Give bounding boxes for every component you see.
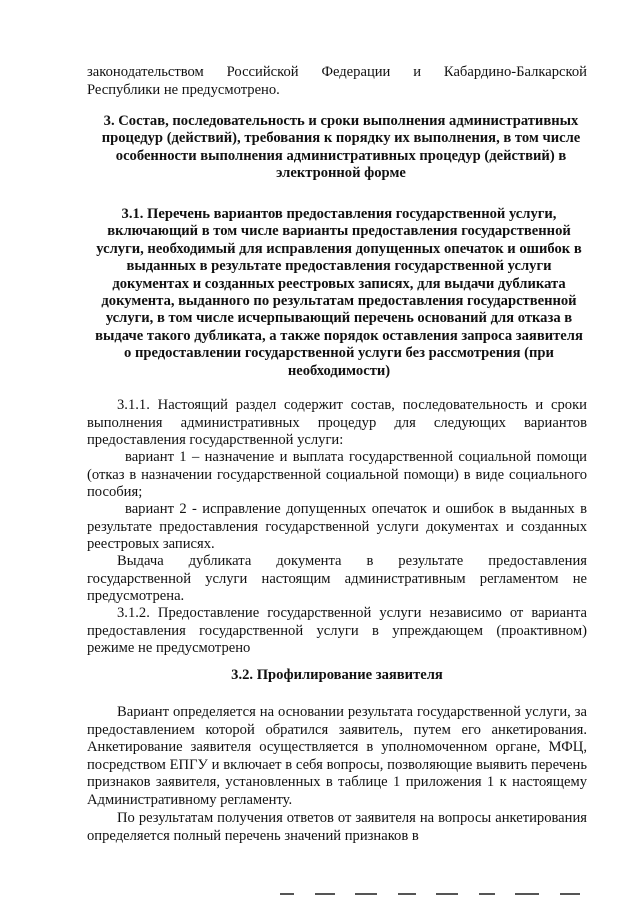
intro-line-2: Республики не предусмотрено.	[87, 82, 280, 98]
section-3-2-heading: 3.2. Профилирование заявителя	[231, 667, 443, 683]
profiling-paragraph-1: Вариант определяется на основании результата государственной услуги, за предоставлением которой обратился заявитель, путем его анкетирования. Анкетирование заявителя осуществляется в уполномоченном органе, МФЦ, посредством ЕПГУ и включает в себя вопросы, позволяющие выявить перечень признаков заявителя, установленных в таблице 1 приложения 1 к настоящему Административному регламенту.	[87, 704, 587, 808]
footer-scan-marks	[280, 893, 580, 896]
paragraph-3-1-2: 3.1.2. Предоставление государственной услуги независимо от варианта предоставления государственной услуги в упреждающем (проактивном) режиме не предусмотрено	[87, 605, 587, 657]
paragraph-3-1-1: 3.1.1. Настоящий раздел содержит состав, последовательность и сроки выполнения административных процедур для следующих вариантов предоставления государственной услуги:	[87, 397, 587, 449]
intro-line-1: законодательством Российской Федерации и Кабардино-Балкарской	[87, 64, 587, 80]
duplicate-paragraph: Выдача дубликата документа в результате предоставления государственной услуги настоящим административным регламентом не предусмотрена.	[87, 553, 587, 605]
variant-2-item: вариант 2 - исправление допущенных опечаток и ошибок в выданных в результате предоставления государственной услуги документах и созданных реестровых записях.	[87, 501, 587, 553]
variant-1-item: вариант 1 – назначение и выплата государственной социальной помощи (отказ в назначении государственной социальной помощи) в виде социального пособия;	[87, 449, 587, 501]
profiling-paragraph-2: По результатам получения ответов от заявителя на вопросы анкетирования определяется полный перечень значений признаков в	[87, 810, 587, 844]
section-3-1-heading: 3.1. Перечень вариантов предоставления государственной услуги, включающий в том числе варианты предоставления государственной услуги, необходимый для исправления допущенных опечаток и ошибок в выданных в результате предоставления государственной услуги документах и созданных реестровых записях, для выдачи дубликата документа, выданного по результатам предоставления государственной услуги, в том числе исчерпывающий перечень оснований для отказа в выдаче такого дубликата, а также порядок оставления запроса заявителя о предоставлении государственной услуги без рассмотрения (при необходимости)	[95, 206, 583, 379]
section-3-heading: 3. Состав, последовательность и сроки выполнения административных процедур (действий), требования к порядку их выполнения, в том числе особенности выполнения административных процедур (действий) в электронной форме	[101, 113, 581, 182]
